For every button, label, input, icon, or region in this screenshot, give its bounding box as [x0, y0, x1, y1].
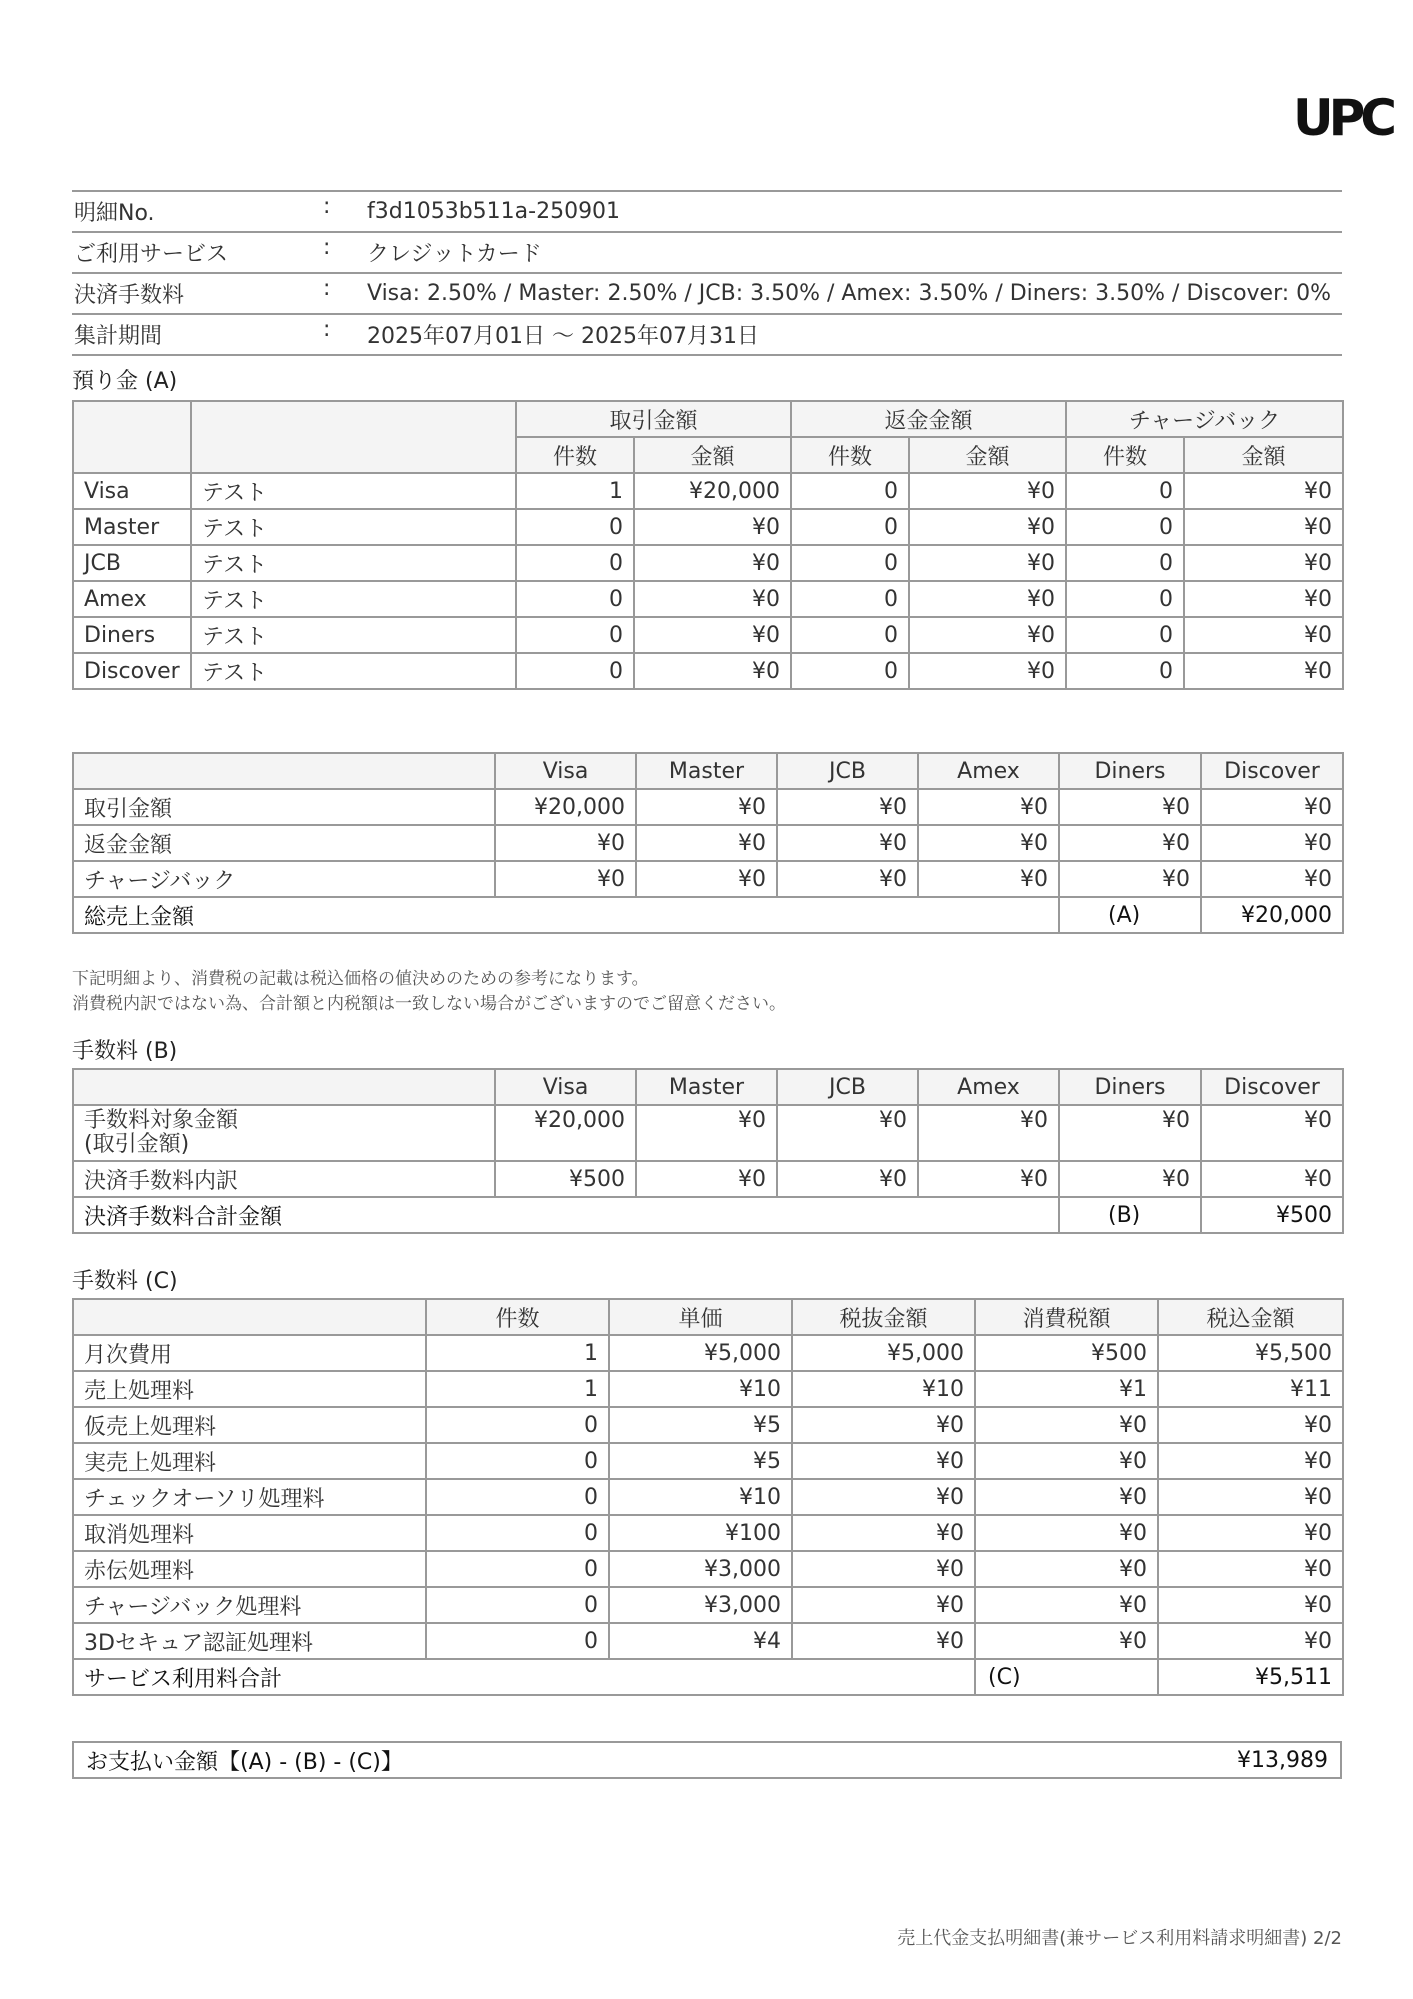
info-label: 決済手数料 — [72, 273, 321, 314]
deposit-cell: 1 — [516, 473, 634, 509]
fee-c-total-label: サービス利用料合計 — [73, 1659, 975, 1695]
fee-c-cell: ¥0 — [975, 1443, 1158, 1479]
fee-b-total-value: ¥500 — [1201, 1197, 1343, 1233]
deposit-row — [73, 473, 1343, 509]
info-label: ご利用サービス — [72, 232, 321, 273]
fee-b-brand-header: Diners — [1059, 1069, 1201, 1105]
fee-c-label: 仮売上処理料 — [73, 1407, 426, 1443]
deposit-cell: 0 — [1066, 617, 1184, 653]
deposit-row — [73, 545, 1343, 581]
fee-c-cell: ¥5 — [609, 1443, 792, 1479]
summary-cell: ¥20,000 — [495, 789, 636, 825]
fee-b-label: 決済手数料内訳 — [73, 1161, 495, 1197]
page-footer: 売上代金支払明細書(兼サービス利用料請求明細書) 2/2 — [897, 1928, 1342, 1949]
info-row — [72, 191, 1342, 232]
deposit-cell: ¥0 — [909, 509, 1066, 545]
fee-b-brand-header: Discover — [1201, 1069, 1343, 1105]
fee-c-cell: ¥100 — [609, 1515, 792, 1551]
fee-c-cell: ¥0 — [1158, 1587, 1343, 1623]
deposit-cell: ¥0 — [1184, 617, 1343, 653]
payment-amount — [72, 1741, 1342, 1779]
fee-c-total-mark: (C) — [975, 1659, 1158, 1695]
fee-c-cell: 0 — [426, 1623, 609, 1659]
summary-corner — [73, 753, 495, 789]
summary-cell: ¥0 — [1201, 789, 1343, 825]
fee-b-cell: ¥20,000 — [495, 1105, 636, 1161]
deposit-cell: 0 — [516, 581, 634, 617]
fee-b-table — [72, 1068, 1344, 1234]
fee-c-row — [73, 1335, 1343, 1371]
info-value: f3d1053b511a-250901 — [365, 191, 1342, 232]
summary-cell: ¥0 — [636, 789, 777, 825]
deposit-corner — [73, 401, 191, 473]
fee-c-cell: ¥0 — [792, 1443, 975, 1479]
deposit-cell: ¥0 — [909, 617, 1066, 653]
fee-c-label: チェックオーソリ処理料 — [73, 1479, 426, 1515]
deposit-cell: ¥0 — [1184, 581, 1343, 617]
deposit-group-header: 取引金額 — [516, 401, 791, 437]
deposit-cell: ¥0 — [634, 617, 791, 653]
deposit-merchant: テスト — [191, 653, 516, 689]
deposit-cell: ¥0 — [634, 581, 791, 617]
deposit-group-header: 返金金額 — [791, 401, 1066, 437]
summary-total-label: 総売上金額 — [73, 897, 1059, 933]
fee-c-header: 税込金額 — [1158, 1299, 1343, 1335]
fee-c-cell: ¥11 — [1158, 1371, 1343, 1407]
deposit-cell: 0 — [791, 545, 909, 581]
tax-note — [72, 967, 786, 1017]
fee-c-cell: ¥0 — [975, 1407, 1158, 1443]
deposit-cell: ¥0 — [909, 473, 1066, 509]
fee-b-total-label: 決済手数料合計金額 — [73, 1197, 1059, 1233]
deposit-corner — [191, 401, 516, 473]
deposit-merchant: テスト — [191, 473, 516, 509]
fee-c-row — [73, 1479, 1343, 1515]
fee-c-header: 消費税額 — [975, 1299, 1158, 1335]
info-row — [72, 273, 1342, 314]
info-value: Visa: 2.50% / Master: 2.50% / JCB: 3.50% / Amex: 3.50% / Diners: 3.50% / Discover: 0% — [365, 273, 1342, 314]
fee-b-brand-header: JCB — [777, 1069, 918, 1105]
deposit-brand: JCB — [73, 545, 191, 581]
fee-c-cell: ¥0 — [792, 1551, 975, 1587]
deposit-cell: 0 — [791, 509, 909, 545]
summary-cell: ¥0 — [1059, 861, 1201, 897]
fee-c-cell: ¥0 — [975, 1479, 1158, 1515]
deposit-sub-header: 件数 — [516, 437, 634, 473]
fee-c-cell: ¥5,000 — [792, 1335, 975, 1371]
fee-c-cell: ¥0 — [975, 1623, 1158, 1659]
fee-b-corner — [73, 1069, 495, 1105]
payment-label: お支払い金額【(A) - (B) - (C)】 — [86, 1749, 403, 1775]
fee-c-label: 月次費用 — [73, 1335, 426, 1371]
fee-b-cell: ¥0 — [918, 1105, 1059, 1161]
deposit-cell: 0 — [1066, 545, 1184, 581]
summary-cell: ¥0 — [777, 861, 918, 897]
fee-c-cell: ¥0 — [1158, 1443, 1343, 1479]
fee-c-total-value: ¥5,511 — [1158, 1659, 1343, 1695]
summary-brand-header: Diners — [1059, 753, 1201, 789]
summary-table — [72, 752, 1344, 934]
info-colon: : — [321, 273, 365, 314]
fee-c-label: チャージバック処理料 — [73, 1587, 426, 1623]
summary-cell: ¥0 — [636, 825, 777, 861]
fee-c-row — [73, 1515, 1343, 1551]
fee-c-table — [72, 1298, 1344, 1696]
fee-c-cell: ¥3,000 — [609, 1587, 792, 1623]
summary-label: チャージバック — [73, 861, 495, 897]
summary-row — [73, 861, 1343, 897]
fee-c-cell: ¥0 — [975, 1551, 1158, 1587]
deposit-cell: 0 — [791, 617, 909, 653]
deposit-brand: Discover — [73, 653, 191, 689]
deposit-cell: ¥0 — [1184, 545, 1343, 581]
summary-label: 取引金額 — [73, 789, 495, 825]
summary-row — [73, 825, 1343, 861]
deposit-cell: ¥0 — [1184, 653, 1343, 689]
fee-c-row — [73, 1371, 1343, 1407]
fee-c-cell: ¥0 — [792, 1407, 975, 1443]
fee-c-cell: ¥10 — [609, 1479, 792, 1515]
summary-cell: ¥0 — [1201, 825, 1343, 861]
deposit-cell: ¥0 — [634, 545, 791, 581]
fee-c-cell: ¥5,500 — [1158, 1335, 1343, 1371]
deposit-cell: ¥0 — [909, 545, 1066, 581]
deposit-sub-header: 金額 — [1184, 437, 1343, 473]
fee-c-cell: ¥10 — [792, 1371, 975, 1407]
summary-brand-header: Visa — [495, 753, 636, 789]
fee-b-total-mark: (B) — [1059, 1197, 1201, 1233]
summary-total-row — [73, 897, 1343, 933]
fee-c-title: 手数料 (C) — [72, 1269, 178, 1294]
fee-c-cell: 1 — [426, 1371, 609, 1407]
fee-c-label: 実売上処理料 — [73, 1443, 426, 1479]
fee-c-cell: 0 — [426, 1479, 609, 1515]
summary-total-mark: (A) — [1059, 897, 1201, 933]
deposit-merchant: テスト — [191, 617, 516, 653]
summary-cell: ¥0 — [495, 861, 636, 897]
fee-c-cell: ¥0 — [1158, 1515, 1343, 1551]
deposit-brand: Diners — [73, 617, 191, 653]
deposit-cell: ¥0 — [909, 581, 1066, 617]
deposit-table — [72, 400, 1344, 690]
fee-b-brand-header: Master — [636, 1069, 777, 1105]
fee-b-cell: ¥500 — [495, 1161, 636, 1197]
summary-label: 返金金額 — [73, 825, 495, 861]
fee-b-cell: ¥0 — [636, 1161, 777, 1197]
fee-c-cell: 0 — [426, 1587, 609, 1623]
fee-b-row — [73, 1161, 1343, 1197]
fee-c-row — [73, 1623, 1343, 1659]
fee-c-cell: 1 — [426, 1335, 609, 1371]
info-colon: : — [321, 232, 365, 273]
fee-c-cell: 0 — [426, 1551, 609, 1587]
summary-cell: ¥0 — [918, 861, 1059, 897]
payment-value: ¥13,989 — [1237, 1747, 1328, 1773]
fee-c-row — [73, 1551, 1343, 1587]
fee-c-cell: ¥5,000 — [609, 1335, 792, 1371]
fee-b-cell: ¥0 — [1201, 1105, 1343, 1161]
summary-cell: ¥0 — [918, 825, 1059, 861]
deposit-row — [73, 581, 1343, 617]
fee-c-cell: ¥0 — [792, 1515, 975, 1551]
deposit-sub-header: 金額 — [634, 437, 791, 473]
fee-c-header: 件数 — [426, 1299, 609, 1335]
fee-b-label-line: (取引金額) — [84, 1132, 190, 1157]
fee-c-cell: ¥500 — [975, 1335, 1158, 1371]
summary-cell: ¥0 — [777, 825, 918, 861]
fee-c-cell: ¥1 — [975, 1371, 1158, 1407]
info-colon: : — [321, 314, 365, 355]
info-value: 2025年07月01日 ～ 2025年07月31日 — [365, 314, 1342, 355]
fee-c-cell: ¥0 — [1158, 1479, 1343, 1515]
summary-brand-header: Discover — [1201, 753, 1343, 789]
fee-b-cell: ¥0 — [1059, 1105, 1201, 1161]
info-label: 明細No. — [72, 191, 321, 232]
deposit-cell: ¥0 — [634, 653, 791, 689]
fee-b-label — [73, 1105, 495, 1161]
info-colon: : — [321, 191, 365, 232]
fee-c-cell: ¥10 — [609, 1371, 792, 1407]
fee-c-header: 税抜金額 — [792, 1299, 975, 1335]
deposit-cell: 0 — [791, 581, 909, 617]
fee-b-label-line: 手数料対象金額 — [84, 1108, 239, 1133]
deposit-sub-header: 件数 — [791, 437, 909, 473]
summary-cell: ¥0 — [1059, 789, 1201, 825]
fee-b-brand-header: Visa — [495, 1069, 636, 1105]
deposit-cell: 0 — [516, 653, 634, 689]
summary-cell: ¥0 — [1201, 861, 1343, 897]
deposit-sub-header: 金額 — [909, 437, 1066, 473]
fee-c-label: 売上処理料 — [73, 1371, 426, 1407]
fee-c-cell: 0 — [426, 1515, 609, 1551]
tax-note-line: 消費税内訳ではない為、合計額と内税額は一致しない場合がございますのでご留意ください。 — [72, 994, 786, 1014]
fee-b-cell: ¥0 — [1059, 1161, 1201, 1197]
deposit-cell: 0 — [1066, 509, 1184, 545]
info-row — [72, 232, 1342, 273]
summary-cell: ¥0 — [495, 825, 636, 861]
fee-b-cell: ¥0 — [777, 1105, 918, 1161]
summary-brand-header: JCB — [777, 753, 918, 789]
fee-c-label: 取消処理料 — [73, 1515, 426, 1551]
deposit-row — [73, 653, 1343, 689]
fee-c-row — [73, 1407, 1343, 1443]
summary-row — [73, 789, 1343, 825]
deposit-brand: Visa — [73, 473, 191, 509]
fee-c-row — [73, 1587, 1343, 1623]
statement-info — [72, 190, 1342, 356]
info-value: クレジットカード — [365, 232, 1342, 273]
deposit-cell: 0 — [516, 545, 634, 581]
deposit-cell: 0 — [1066, 581, 1184, 617]
deposit-cell: 0 — [1066, 473, 1184, 509]
deposit-cell: ¥0 — [634, 509, 791, 545]
upc-logo: UPC — [1293, 89, 1392, 147]
deposit-title: 預り金 (A) — [72, 369, 178, 394]
fee-c-cell: ¥0 — [1158, 1407, 1343, 1443]
deposit-sub-header: 件数 — [1066, 437, 1184, 473]
fee-c-label: 赤伝処理料 — [73, 1551, 426, 1587]
summary-brand-header: Master — [636, 753, 777, 789]
summary-cell: ¥0 — [636, 861, 777, 897]
deposit-cell: ¥20,000 — [634, 473, 791, 509]
summary-cell: ¥0 — [1059, 825, 1201, 861]
fee-c-cell: ¥3,000 — [609, 1551, 792, 1587]
fee-c-cell: ¥0 — [792, 1623, 975, 1659]
deposit-row — [73, 509, 1343, 545]
deposit-brand: Amex — [73, 581, 191, 617]
deposit-cell: ¥0 — [1184, 509, 1343, 545]
fee-c-cell: ¥0 — [975, 1515, 1158, 1551]
deposit-cell: 0 — [516, 509, 634, 545]
fee-c-cell: ¥0 — [1158, 1623, 1343, 1659]
fee-b-cell: ¥0 — [777, 1161, 918, 1197]
fee-c-cell: ¥0 — [1158, 1551, 1343, 1587]
fee-b-cell: ¥0 — [636, 1105, 777, 1161]
fee-b-total-row — [73, 1197, 1343, 1233]
deposit-cell: 0 — [1066, 653, 1184, 689]
fee-c-label: 3Dセキュア認証処理料 — [73, 1623, 426, 1659]
summary-cell: ¥0 — [777, 789, 918, 825]
fee-c-cell: ¥5 — [609, 1407, 792, 1443]
info-label: 集計期間 — [72, 314, 321, 355]
fee-c-header: 単価 — [609, 1299, 792, 1335]
tax-note-line: 下記明細より、消費税の記載は税込価格の値決めのための参考になります。 — [72, 969, 649, 989]
fee-c-cell: ¥0 — [975, 1587, 1158, 1623]
deposit-row — [73, 617, 1343, 653]
fee-c-cell: ¥0 — [792, 1587, 975, 1623]
deposit-cell: ¥0 — [909, 653, 1066, 689]
fee-b-brand-header: Amex — [918, 1069, 1059, 1105]
summary-brand-header: Amex — [918, 753, 1059, 789]
info-row — [72, 314, 1342, 355]
deposit-cell: ¥0 — [1184, 473, 1343, 509]
deposit-merchant: テスト — [191, 545, 516, 581]
deposit-cell: 0 — [516, 617, 634, 653]
fee-c-row — [73, 1443, 1343, 1479]
fee-c-cell: 0 — [426, 1443, 609, 1479]
summary-total-value: ¥20,000 — [1201, 897, 1343, 933]
fee-c-total-row — [73, 1659, 1343, 1695]
fee-c-cell: ¥0 — [792, 1479, 975, 1515]
deposit-cell: 0 — [791, 473, 909, 509]
fee-b-cell: ¥0 — [918, 1161, 1059, 1197]
deposit-brand: Master — [73, 509, 191, 545]
deposit-cell: 0 — [791, 653, 909, 689]
fee-b-row — [73, 1105, 1343, 1161]
deposit-merchant: テスト — [191, 581, 516, 617]
fee-c-corner — [73, 1299, 426, 1335]
fee-b-cell: ¥0 — [1201, 1161, 1343, 1197]
fee-c-cell: 0 — [426, 1407, 609, 1443]
summary-cell: ¥0 — [918, 789, 1059, 825]
deposit-merchant: テスト — [191, 509, 516, 545]
deposit-group-header: チャージバック — [1066, 401, 1343, 437]
fee-c-cell: ¥4 — [609, 1623, 792, 1659]
fee-b-title: 手数料 (B) — [72, 1039, 178, 1064]
